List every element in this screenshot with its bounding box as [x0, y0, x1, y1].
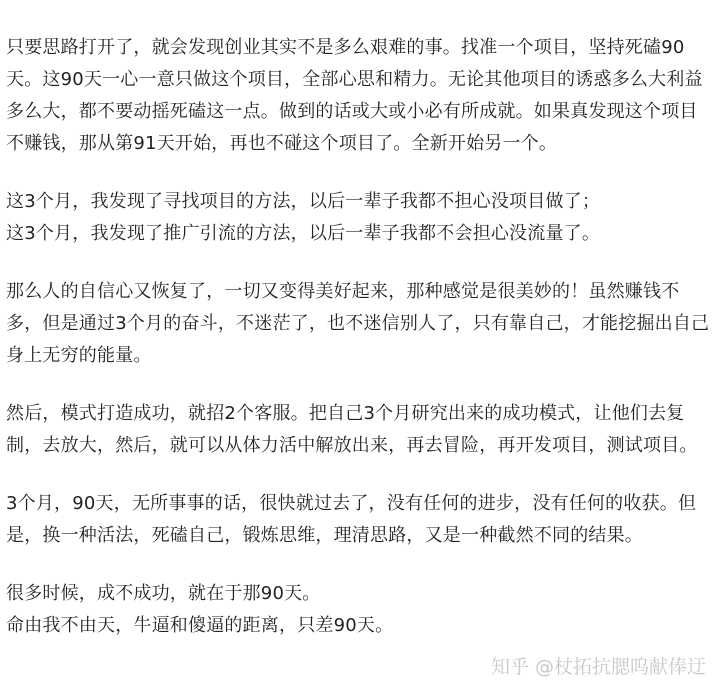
text-line: 不赚钱，那从第91天开始，再也不碰这个项目了。全新开始另一个。	[6, 133, 558, 154]
text-line: 是，换一种活法，死磕自己，锻炼思维，理清思路，又是一种截然不同的结果。	[6, 525, 643, 546]
paragraph-6	[6, 578, 714, 642]
text-line: 很多时候，成不成功，就在于那90天。	[6, 583, 321, 604]
article-body	[6, 32, 714, 668]
text-line: 天。这90天一心一意只做这个项目，全部心思和精力。无论其他项目的诱惑多么大利益	[6, 69, 703, 90]
text-line: 然后，模式打造成功，就招2个客服。把自己3个月研究出来的成功模式，让他们去复	[6, 403, 685, 424]
text-line: 命由我不由天，牛逼和傻逼的距离，只差90天。	[6, 615, 394, 636]
text-line: 身上无穷的能量。	[6, 345, 152, 366]
text-line: 这3个月，我发现了寻找项目的方法，以后一辈子我都不担心没项目做了；	[6, 191, 601, 212]
text-line: 那么人的自信心又恢复了，一切又变得美好起来，那种感觉是很美妙的！虽然赚钱不	[6, 281, 680, 302]
text-line: 这3个月，我发现了推广引流的方法，以后一辈子我都不会担心没流量了。	[6, 223, 601, 244]
paragraph-2	[6, 186, 714, 250]
text-line: 3个月，90天，无所事事的话，很快就过去了，没有任何的进步，没有任何的收获。但	[6, 493, 697, 514]
paragraph-4	[6, 398, 714, 462]
text-line: 只要思路打开了，就会发现创业其实不是多么艰难的事。找准一个项目，坚持死磕90	[6, 37, 685, 58]
text-line: 多么大，都不要动摇死磕这一点。做到的话或大或小必有所成就。如果真发现这个项目	[6, 101, 698, 122]
paragraph-5	[6, 488, 714, 552]
text-line: 制，去放大，然后，就可以从体力活中解放出来，再去冒险，再开发项目，测试项目。	[6, 435, 698, 456]
zhihu-watermark: 知乎 @杖拓抗腮呜献俸迂	[490, 656, 706, 678]
paragraph-1	[6, 32, 714, 160]
text-line: 多，但是通过3个月的奋斗，不迷茫了，也不迷信别人了，只有靠自己，才能挖掘出自己	[6, 313, 710, 334]
paragraph-3	[6, 276, 714, 372]
